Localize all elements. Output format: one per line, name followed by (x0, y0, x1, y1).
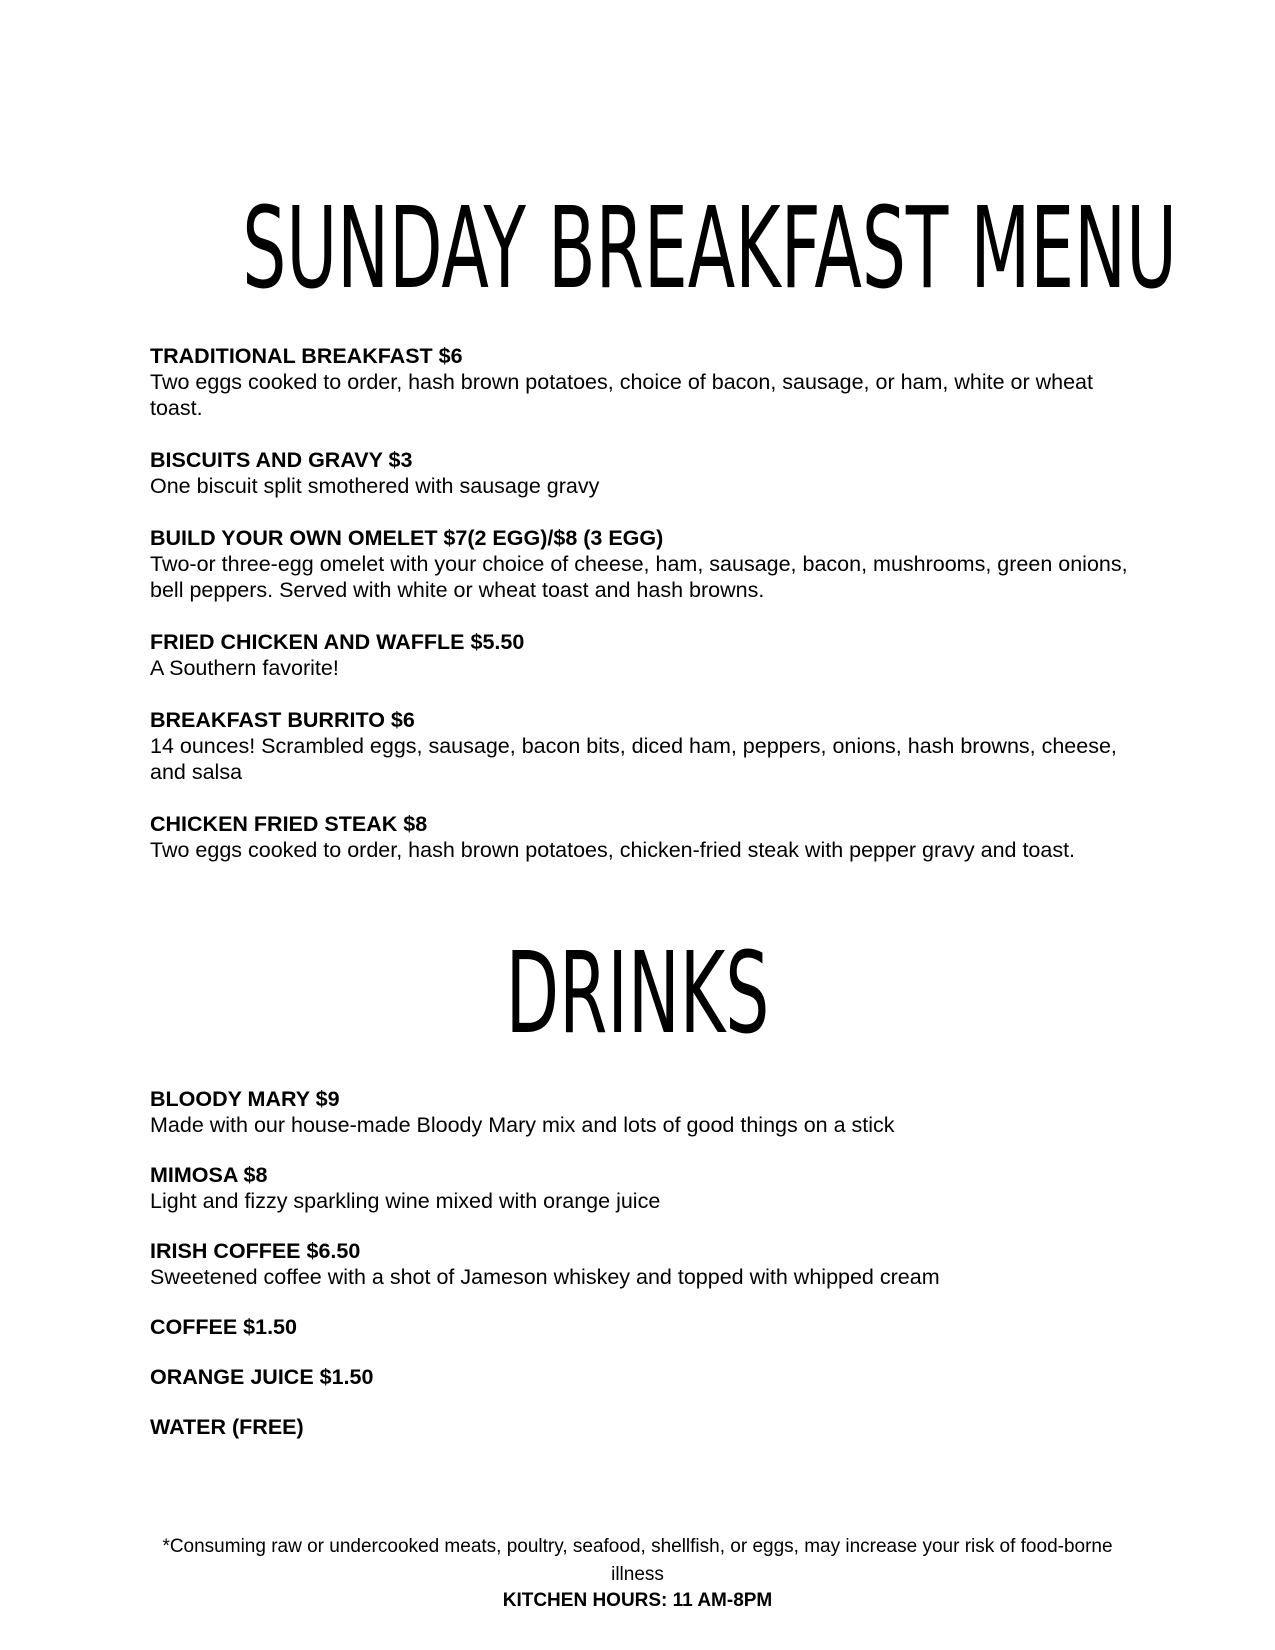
drink-item-description: Sweetened coffee with a shot of Jameson whiskey and topped with whipped cream (150, 1265, 940, 1289)
food-menu-section (150, 343, 1130, 889)
drinks-title: DRINKS (505, 929, 770, 1059)
menu-footer (150, 1533, 1125, 1613)
menu-item-name: TRADITIONAL BREAKFAST $6 (150, 344, 463, 368)
drink-item (150, 1162, 1130, 1214)
drink-item-description: Made with our house-made Bloody Mary mix and lots of good things on a stick (150, 1113, 895, 1137)
drink-item-description: Light and fizzy sparkling wine mixed with orange juice (150, 1189, 661, 1213)
drink-item (150, 1086, 1130, 1138)
menu-title: SUNDAY BREAKFAST MENU (242, 184, 1177, 314)
drink-item-name: WATER (FREE) (150, 1415, 304, 1439)
menu-item-name: BUILD YOUR OWN OMELET $7(2 EGG)/$8 (3 EGG) (150, 526, 664, 550)
drink-item (150, 1238, 1130, 1290)
menu-item-name: BREAKFAST BURRITO $6 (150, 708, 415, 732)
menu-item-name: FRIED CHICKEN AND WAFFLE $5.50 (150, 630, 525, 654)
menu-item-description: 14 ounces! Scrambled eggs, sausage, bacon bits, diced ham, peppers, onions, hash browns, cheese, and salsa (150, 734, 1117, 784)
menu-item-name: CHICKEN FRIED STEAK $8 (150, 812, 428, 836)
drink-item-name: COFFEE $1.50 (150, 1315, 297, 1339)
drinks-menu-section (150, 1086, 1130, 1464)
drink-item-name: BLOODY MARY $9 (150, 1087, 340, 1111)
menu-item-description: Two eggs cooked to order, hash brown potatoes, choice of bacon, sausage, or ham, white or wheat toast. (150, 370, 1093, 420)
menu-item-name: BISCUITS AND GRAVY $3 (150, 448, 413, 472)
menu-item (150, 629, 1130, 681)
drink-item-name: ORANGE JUICE $1.50 (150, 1365, 374, 1389)
menu-item-description: Two-or three-egg omelet with your choice of cheese, ham, sausage, bacon, mushrooms, green onions, bell peppers. Served with white or wheat toast and hash browns. (150, 552, 1128, 602)
drink-item (150, 1414, 1130, 1440)
drink-item (150, 1314, 1130, 1340)
food-safety-disclaimer: *Consuming raw or undercooked meats, poultry, seafood, shellfish, or eggs, may increase your risk of food-borne illness (162, 1536, 1113, 1585)
kitchen-hours: KITCHEN HOURS: 11 AM-8PM (502, 1590, 773, 1611)
menu-item-description: One biscuit split smothered with sausage gravy (150, 474, 600, 498)
menu-item (150, 343, 1130, 421)
drink-item (150, 1364, 1130, 1390)
menu-item (150, 811, 1130, 863)
menu-item-description: A Southern favorite! (150, 656, 339, 680)
menu-item (150, 707, 1130, 785)
menu-item (150, 525, 1130, 603)
drink-item-name: MIMOSA $8 (150, 1163, 268, 1187)
menu-item-description: Two eggs cooked to order, hash brown potatoes, chicken-fried steak with pepper gravy and toast. (150, 838, 1076, 862)
drink-item-name: IRISH COFFEE $6.50 (150, 1239, 361, 1263)
menu-item (150, 447, 1130, 499)
